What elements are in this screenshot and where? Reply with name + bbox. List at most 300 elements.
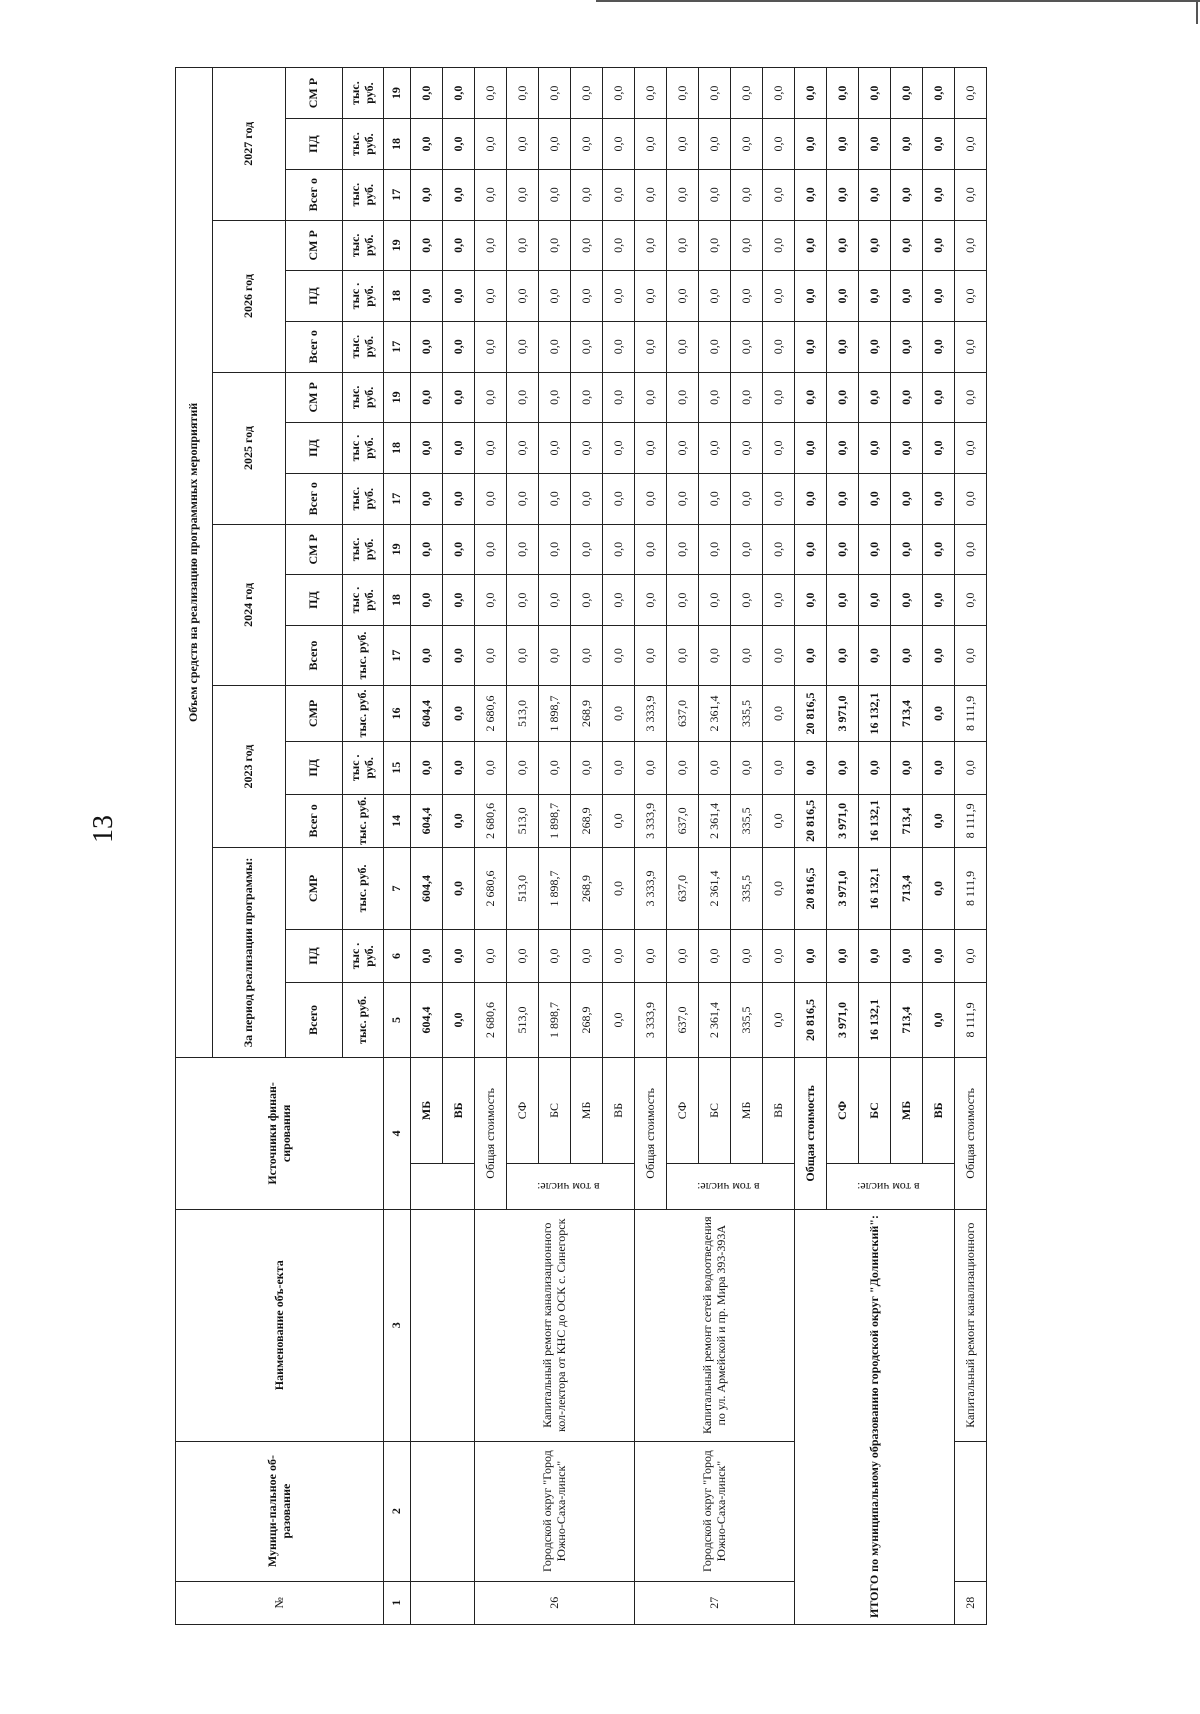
- value-cell: 0,0: [667, 169, 699, 220]
- value-cell: 0,0: [795, 929, 827, 982]
- value-cell: 0,0: [891, 625, 923, 685]
- sub-header: ПД: [286, 423, 343, 474]
- value-cell: 0,0: [507, 372, 539, 423]
- value-cell: 0,0: [571, 524, 603, 575]
- value-cell: 0,0: [443, 929, 475, 982]
- value-cell: 0,0: [411, 372, 443, 423]
- value-cell: 0,0: [539, 321, 571, 372]
- value-cell: 0,0: [795, 220, 827, 271]
- value-cell: 16 132,1: [859, 983, 891, 1058]
- value-cell: 0,0: [923, 929, 955, 982]
- value-cell: 0,0: [571, 271, 603, 322]
- value-cell: 0,0: [763, 220, 795, 271]
- value-cell: 0,0: [923, 741, 955, 794]
- value-cell: 0,0: [955, 372, 987, 423]
- page-number: 13: [88, 815, 119, 843]
- value-cell: 0,0: [443, 983, 475, 1058]
- value-cell: 3 971,0: [827, 847, 859, 929]
- column-number-cell: 17: [384, 169, 411, 220]
- value-cell: 0,0: [859, 423, 891, 474]
- value-cell: 0,0: [923, 983, 955, 1058]
- value-cell: 0,0: [539, 473, 571, 524]
- value-cell: 0,0: [603, 169, 635, 220]
- value-cell: 0,0: [955, 321, 987, 372]
- unit-cell: тыс. руб.: [343, 794, 384, 847]
- value-cell: 0,0: [411, 929, 443, 982]
- value-cell: 0,0: [699, 271, 731, 322]
- value-cell: 0,0: [891, 220, 923, 271]
- value-cell: 2 680,6: [475, 794, 507, 847]
- unit-cell: тыс. руб.: [343, 524, 384, 575]
- unit-cell: тыс. руб.: [343, 169, 384, 220]
- value-cell: 1 898,7: [539, 794, 571, 847]
- unit-cell: тыс . руб.: [343, 929, 384, 982]
- value-cell: 0,0: [795, 321, 827, 372]
- value-cell: 0,0: [891, 575, 923, 626]
- value-cell: 0,0: [635, 119, 667, 170]
- value-cell: 2 361,4: [699, 794, 731, 847]
- sub-header: Всег о: [286, 169, 343, 220]
- value-cell: 0,0: [411, 473, 443, 524]
- value-cell: 0,0: [891, 271, 923, 322]
- in-that-number-cell: [827, 1164, 955, 1210]
- value-cell: 0,0: [443, 68, 475, 119]
- value-cell: 2 361,4: [699, 847, 731, 929]
- value-cell: 0,0: [763, 271, 795, 322]
- value-cell: 268,9: [571, 847, 603, 929]
- value-cell: 0,0: [699, 372, 731, 423]
- value-cell: 0,0: [571, 575, 603, 626]
- value-cell: 0,0: [795, 741, 827, 794]
- value-cell: 335,5: [731, 686, 763, 742]
- value-cell: 335,5: [731, 794, 763, 847]
- unit-cell: тыс. руб.: [343, 847, 384, 929]
- value-cell: 0,0: [923, 625, 955, 685]
- value-cell: 0,0: [571, 625, 603, 685]
- value-cell: 0,0: [603, 524, 635, 575]
- value-cell: 20 816,5: [795, 847, 827, 929]
- col-object-header: Наименование объ-екта: [176, 1209, 384, 1441]
- sub-header: Всег о: [286, 321, 343, 372]
- value-cell: 0,0: [731, 220, 763, 271]
- value-cell: 0,0: [411, 321, 443, 372]
- value-cell: 0,0: [635, 929, 667, 982]
- value-cell: 0,0: [923, 68, 955, 119]
- value-cell: 0,0: [795, 169, 827, 220]
- item-municipality: [955, 1441, 987, 1581]
- value-cell: 0,0: [923, 686, 955, 742]
- value-cell: 0,0: [667, 119, 699, 170]
- item-number: 26: [475, 1581, 635, 1624]
- column-number-cell: 3: [384, 1209, 411, 1441]
- value-cell: 2 680,6: [475, 983, 507, 1058]
- value-cell: 0,0: [891, 321, 923, 372]
- value-cell: 1 898,7: [539, 847, 571, 929]
- table-row: [795, 68, 827, 1625]
- unit-cell: тыс. руб.: [343, 983, 384, 1058]
- value-cell: 0,0: [443, 372, 475, 423]
- value-cell: 0,0: [443, 741, 475, 794]
- financing-table: [175, 67, 987, 1625]
- value-cell: 0,0: [507, 423, 539, 474]
- value-cell: 0,0: [923, 575, 955, 626]
- value-cell: 0,0: [411, 119, 443, 170]
- value-cell: 0,0: [891, 741, 923, 794]
- empty-cell: [411, 1164, 475, 1210]
- value-cell: 713,4: [891, 794, 923, 847]
- value-cell: 0,0: [475, 220, 507, 271]
- unit-cell: тыс. руб.: [343, 473, 384, 524]
- value-cell: 0,0: [699, 68, 731, 119]
- value-cell: 0,0: [891, 473, 923, 524]
- sub-header: Всего: [286, 983, 343, 1058]
- value-cell: 0,0: [475, 524, 507, 575]
- value-cell: 0,0: [955, 169, 987, 220]
- value-cell: 713,4: [891, 983, 923, 1058]
- source-cell: СФ: [827, 1057, 859, 1163]
- value-cell: 0,0: [699, 575, 731, 626]
- value-cell: 0,0: [603, 686, 635, 742]
- rotated-table-wrapper: [175, 67, 1200, 1625]
- value-cell: 0,0: [507, 575, 539, 626]
- value-cell: 713,4: [891, 686, 923, 742]
- value-cell: 0,0: [923, 794, 955, 847]
- item-object: Капитальный ремонт канализационного кол-лектора от КНС до ОСК с. Синегорск: [475, 1209, 635, 1441]
- value-cell: 0,0: [923, 169, 955, 220]
- volume-header: Объем средств на реализацию программных мероприятий: [176, 68, 213, 1058]
- value-cell: 0,0: [443, 169, 475, 220]
- value-cell: 0,0: [859, 929, 891, 982]
- item-number: 28: [955, 1581, 987, 1624]
- value-cell: 268,9: [571, 983, 603, 1058]
- value-cell: 604,4: [411, 794, 443, 847]
- value-cell: 0,0: [827, 271, 859, 322]
- value-cell: 0,0: [795, 372, 827, 423]
- value-cell: 0,0: [827, 321, 859, 372]
- value-cell: 0,0: [539, 741, 571, 794]
- year-2026-header: 2026 год: [213, 220, 286, 372]
- value-cell: 0,0: [475, 929, 507, 982]
- value-cell: 0,0: [571, 473, 603, 524]
- value-cell: 0,0: [827, 473, 859, 524]
- value-cell: 0,0: [763, 119, 795, 170]
- value-cell: 2 361,4: [699, 983, 731, 1058]
- value-cell: 0,0: [795, 68, 827, 119]
- value-cell: 0,0: [443, 321, 475, 372]
- sub-header: СМ Р: [286, 372, 343, 423]
- column-number-cell: 17: [384, 625, 411, 685]
- value-cell: 3 971,0: [827, 983, 859, 1058]
- value-cell: 0,0: [603, 847, 635, 929]
- year-2025-header: 2025 год: [213, 372, 286, 524]
- value-cell: 0,0: [667, 271, 699, 322]
- value-cell: 8 111,9: [955, 983, 987, 1058]
- value-cell: 0,0: [411, 741, 443, 794]
- value-cell: 0,0: [827, 929, 859, 982]
- value-cell: 0,0: [827, 119, 859, 170]
- value-cell: 2 680,6: [475, 686, 507, 742]
- in-that-number-text: в том числе:: [857, 1180, 920, 1195]
- value-cell: 0,0: [411, 524, 443, 575]
- item-number: 27: [635, 1581, 795, 1624]
- value-cell: 0,0: [603, 372, 635, 423]
- value-cell: 0,0: [891, 169, 923, 220]
- value-cell: 20 816,5: [795, 686, 827, 742]
- value-cell: 8 111,9: [955, 794, 987, 847]
- column-number-cell: 4: [384, 1057, 411, 1209]
- value-cell: 0,0: [763, 929, 795, 982]
- column-number-cell: 19: [384, 524, 411, 575]
- value-cell: 268,9: [571, 686, 603, 742]
- value-cell: 0,0: [891, 119, 923, 170]
- value-cell: 0,0: [539, 372, 571, 423]
- value-cell: 0,0: [507, 119, 539, 170]
- value-cell: 0,0: [507, 220, 539, 271]
- value-cell: 0,0: [859, 169, 891, 220]
- value-cell: 0,0: [411, 625, 443, 685]
- value-cell: 0,0: [891, 68, 923, 119]
- value-cell: 0,0: [635, 321, 667, 372]
- value-cell: 0,0: [411, 271, 443, 322]
- table-row: [635, 68, 667, 1625]
- value-cell: 1 898,7: [539, 686, 571, 742]
- value-cell: 0,0: [571, 169, 603, 220]
- value-cell: 0,0: [443, 794, 475, 847]
- value-cell: 3 333,9: [635, 847, 667, 929]
- value-cell: 0,0: [635, 423, 667, 474]
- source-cell: Общая стоимость: [955, 1057, 987, 1209]
- value-cell: 0,0: [635, 169, 667, 220]
- value-cell: 0,0: [539, 68, 571, 119]
- value-cell: 0,0: [955, 575, 987, 626]
- value-cell: 0,0: [507, 524, 539, 575]
- value-cell: 0,0: [731, 271, 763, 322]
- value-cell: 0,0: [923, 524, 955, 575]
- column-number-cell: 19: [384, 68, 411, 119]
- in-that-number-cell: [507, 1164, 635, 1210]
- source-cell: МБ: [891, 1057, 923, 1163]
- year-2027-header: 2027 год: [213, 68, 286, 221]
- in-that-number-cell: [667, 1164, 795, 1210]
- value-cell: 0,0: [827, 169, 859, 220]
- value-cell: 0,0: [571, 929, 603, 982]
- value-cell: 0,0: [539, 929, 571, 982]
- value-cell: 20 816,5: [795, 983, 827, 1058]
- value-cell: 0,0: [923, 271, 955, 322]
- value-cell: 0,0: [507, 68, 539, 119]
- value-cell: 0,0: [923, 423, 955, 474]
- value-cell: 0,0: [667, 524, 699, 575]
- value-cell: 0,0: [603, 271, 635, 322]
- value-cell: 8 111,9: [955, 686, 987, 742]
- column-number-cell: 18: [384, 423, 411, 474]
- value-cell: 0,0: [443, 271, 475, 322]
- value-cell: 0,0: [507, 321, 539, 372]
- period-header: За период реализации программы:: [213, 847, 286, 1057]
- sub-header: СМ Р: [286, 68, 343, 119]
- value-cell: 0,0: [731, 625, 763, 685]
- value-cell: 0,0: [699, 524, 731, 575]
- value-cell: 0,0: [955, 473, 987, 524]
- value-cell: 0,0: [955, 625, 987, 685]
- item-object: Капитальный ремонт канализационного: [955, 1209, 987, 1441]
- empty-cell: [411, 1441, 475, 1581]
- value-cell: 335,5: [731, 847, 763, 929]
- value-cell: 3 333,9: [635, 983, 667, 1058]
- value-cell: 0,0: [603, 220, 635, 271]
- value-cell: 0,0: [411, 575, 443, 626]
- table-body: [411, 68, 987, 1625]
- scan-edge-top: [596, 0, 1200, 2]
- value-cell: 0,0: [539, 575, 571, 626]
- sub-header: СМР: [286, 847, 343, 929]
- sub-header: Всег о: [286, 794, 343, 847]
- value-cell: 0,0: [923, 321, 955, 372]
- value-cell: 0,0: [731, 321, 763, 372]
- value-cell: 0,0: [955, 929, 987, 982]
- value-cell: 0,0: [635, 271, 667, 322]
- value-cell: 0,0: [923, 372, 955, 423]
- value-cell: 0,0: [763, 321, 795, 372]
- value-cell: 0,0: [795, 119, 827, 170]
- value-cell: 0,0: [667, 321, 699, 372]
- value-cell: 0,0: [827, 220, 859, 271]
- value-cell: 0,0: [859, 524, 891, 575]
- value-cell: 0,0: [571, 372, 603, 423]
- value-cell: 0,0: [411, 68, 443, 119]
- value-cell: 0,0: [667, 68, 699, 119]
- value-cell: 0,0: [763, 983, 795, 1058]
- value-cell: 0,0: [475, 68, 507, 119]
- source-cell: МБ: [411, 1057, 443, 1163]
- value-cell: 0,0: [507, 169, 539, 220]
- source-cell: МБ: [731, 1057, 763, 1163]
- table-row: [475, 68, 507, 1625]
- unit-cell: тыс. руб.: [343, 625, 384, 685]
- value-cell: 0,0: [635, 68, 667, 119]
- unit-cell: тыс . руб.: [343, 741, 384, 794]
- value-cell: 0,0: [795, 625, 827, 685]
- source-cell: БС: [539, 1057, 571, 1163]
- value-cell: 0,0: [699, 625, 731, 685]
- value-cell: 0,0: [763, 524, 795, 575]
- value-cell: 0,0: [443, 625, 475, 685]
- value-cell: 0,0: [603, 321, 635, 372]
- value-cell: 0,0: [923, 473, 955, 524]
- value-cell: 0,0: [699, 321, 731, 372]
- value-cell: 0,0: [795, 271, 827, 322]
- value-cell: 0,0: [763, 68, 795, 119]
- value-cell: 637,0: [667, 794, 699, 847]
- column-number-cell: 7: [384, 847, 411, 929]
- value-cell: 0,0: [539, 423, 571, 474]
- value-cell: 0,0: [443, 847, 475, 929]
- value-cell: 0,0: [859, 271, 891, 322]
- value-cell: 0,0: [507, 929, 539, 982]
- column-number-cell: 18: [384, 575, 411, 626]
- value-cell: 0,0: [635, 372, 667, 423]
- item-municipality: Городской округ "Город Южно-Саха-линск": [475, 1441, 635, 1581]
- value-cell: 0,0: [571, 119, 603, 170]
- col-no-header: №: [176, 1581, 384, 1624]
- column-number-cell: 19: [384, 220, 411, 271]
- sub-header: ПД: [286, 575, 343, 626]
- value-cell: 0,0: [923, 220, 955, 271]
- unit-cell: тыс. руб.: [343, 220, 384, 271]
- table-row: [411, 68, 443, 1625]
- value-cell: 0,0: [731, 68, 763, 119]
- value-cell: 0,0: [667, 741, 699, 794]
- value-cell: 604,4: [411, 983, 443, 1058]
- value-cell: 0,0: [603, 68, 635, 119]
- source-cell: БС: [699, 1057, 731, 1163]
- value-cell: 0,0: [539, 524, 571, 575]
- value-cell: 268,9: [571, 794, 603, 847]
- item-object: Капитальный ремонт сетей водоотведения по ул. Армейской и пр. Мира 393-393А: [635, 1209, 795, 1441]
- value-cell: 0,0: [955, 119, 987, 170]
- year-2023-header: 2023 год: [213, 686, 286, 848]
- column-number-cell: 18: [384, 119, 411, 170]
- value-cell: 0,0: [731, 119, 763, 170]
- value-cell: 0,0: [699, 423, 731, 474]
- value-cell: 637,0: [667, 983, 699, 1058]
- in-that-number-text: в том числе:: [537, 1180, 600, 1195]
- value-cell: 0,0: [635, 575, 667, 626]
- value-cell: 0,0: [859, 625, 891, 685]
- value-cell: 3 333,9: [635, 686, 667, 742]
- source-cell: Общая стоимость: [635, 1057, 667, 1209]
- source-cell: ВБ: [443, 1057, 475, 1163]
- source-cell: БС: [859, 1057, 891, 1163]
- value-cell: 0,0: [635, 625, 667, 685]
- value-cell: 0,0: [635, 220, 667, 271]
- value-cell: 0,0: [571, 321, 603, 372]
- value-cell: 3 971,0: [827, 686, 859, 742]
- value-cell: 0,0: [475, 625, 507, 685]
- value-cell: 0,0: [891, 423, 923, 474]
- value-cell: 0,0: [891, 524, 923, 575]
- column-number-cell: 2: [384, 1441, 411, 1581]
- value-cell: 0,0: [859, 575, 891, 626]
- value-cell: 513,0: [507, 794, 539, 847]
- value-cell: 0,0: [539, 625, 571, 685]
- column-number-cell: 1: [384, 1581, 411, 1624]
- value-cell: 0,0: [411, 220, 443, 271]
- value-cell: 0,0: [699, 741, 731, 794]
- unit-cell: тыс . руб.: [343, 423, 384, 474]
- value-cell: 0,0: [795, 575, 827, 626]
- value-cell: 0,0: [603, 741, 635, 794]
- value-cell: 0,0: [667, 929, 699, 982]
- value-cell: 3 333,9: [635, 794, 667, 847]
- value-cell: 637,0: [667, 847, 699, 929]
- value-cell: 0,0: [667, 575, 699, 626]
- source-cell: ВБ: [763, 1057, 795, 1163]
- column-number-row: [384, 68, 411, 1625]
- scan-edge-right: [1196, 0, 1198, 24]
- value-cell: 0,0: [507, 741, 539, 794]
- value-cell: 604,4: [411, 686, 443, 742]
- value-cell: 0,0: [955, 741, 987, 794]
- value-cell: 2 361,4: [699, 686, 731, 742]
- value-cell: 0,0: [795, 423, 827, 474]
- source-cell: СФ: [667, 1057, 699, 1163]
- column-number-cell: 6: [384, 929, 411, 982]
- value-cell: 0,0: [443, 686, 475, 742]
- sub-header: ПД: [286, 271, 343, 322]
- value-cell: 0,0: [859, 741, 891, 794]
- value-cell: 0,0: [731, 575, 763, 626]
